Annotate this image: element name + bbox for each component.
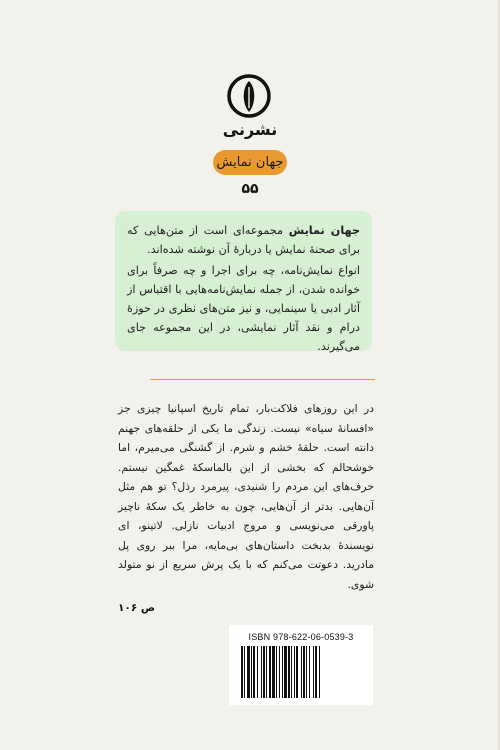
- series-description-text-1: مجموعه‌ای است از متن‌هایی که برای صحنهٔ نمایش یا دربارهٔ آن نوشته شده‌اند.: [127, 224, 360, 256]
- excerpt-page-reference: ص ۱۰۶: [118, 602, 156, 614]
- isbn-barcode: [229, 625, 373, 705]
- series-description-paragraph-1: [127, 221, 360, 259]
- barcode-icon: [229, 625, 373, 705]
- isbn-number: ISBN 978-622-06-0539-3: [248, 632, 354, 642]
- divider-line: [150, 379, 375, 380]
- series-badge: جهان نمایش: [213, 150, 287, 175]
- series-description-box: [115, 211, 372, 351]
- publisher-name: نشرنی: [222, 120, 278, 139]
- series-number: ۵۵: [241, 181, 259, 197]
- book-excerpt: در این روزهای فلاکت‌بار، تمام تاریخ اسپانیا چیزی جز «افسانهٔ سیاه» نیست. زندگی ما یکی از حلقه‌های جهنم دانته است. حلقهٔ خشم و شرم. از گشنگی می‌میرم، اما خوشحالم که بخشی از این بالماسکهٔ غمگین نیستم. حرف‌های این مردم را شنیدی، پیرمرد رذل؟ تو هم مثل آن‌هایی. بدتر از آن‌هایی، چون به خاطر یک سکهٔ ناچیز پاورقی می‌نویسی و مروج ادبیات نازلی. لاتینو، ای نویسندهٔ بدبخت داستان‌های بی‌مایه، مرا ببر روی پل مادرید. دعوتت می‌کنم که با یک پرش سریع از نو متولد شوی.: [118, 402, 374, 591]
- nashr-ney-logo-icon: [225, 72, 273, 120]
- series-description-paragraph-2: انواع نمایش‌نامه، چه برای اجرا و چه صرفاً برای خوانده شدن، از جمله نمایش‌نامه‌هایی با اقتباس از آثار ادبی یا سینمایی، و نیز متن‌های نظری در حوزهٔ درام و نقد آثار نمایشی، در این مجموعه جای می‌گیرند.: [127, 264, 360, 353]
- series-name-bold: جهان نمایش: [288, 224, 361, 237]
